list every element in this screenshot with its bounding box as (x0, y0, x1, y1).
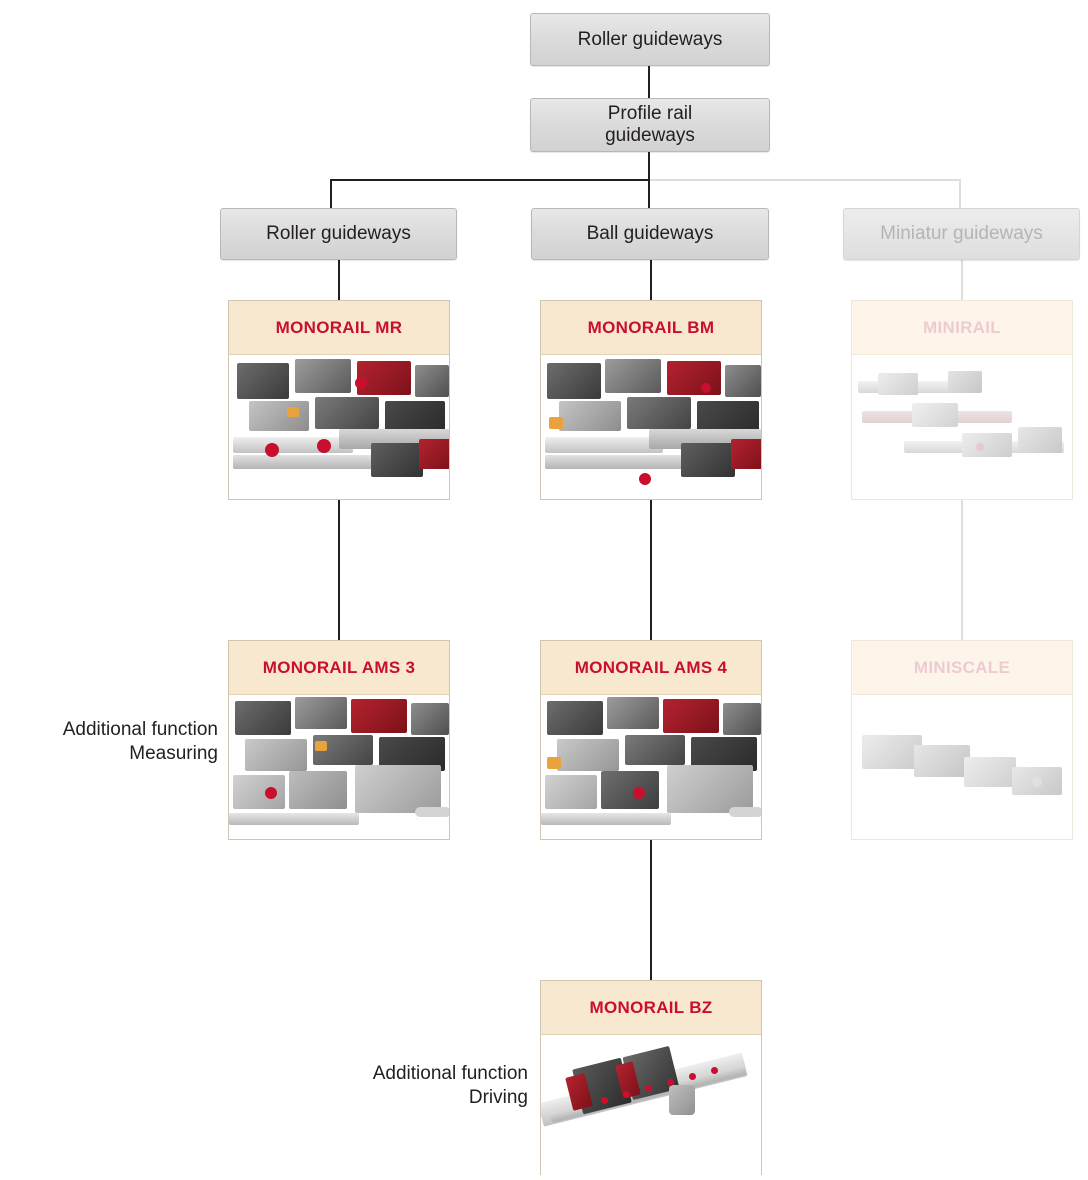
card-monorail-ams4-title: MONORAIL AMS 4 (541, 641, 761, 695)
node-branch-miniature-label: Miniatur guideways (880, 223, 1043, 245)
card-monorail-ams3-image (229, 695, 449, 829)
label-additional-function-driving (250, 1062, 528, 1111)
card-minirail-title: MINIRAIL (852, 301, 1072, 355)
connector-bm-to-ams4 (650, 500, 652, 640)
card-monorail-ams3-title: MONORAIL AMS 3 (229, 641, 449, 695)
card-miniscale[interactable] (851, 640, 1073, 840)
node-branch-roller-label: Roller guideways (266, 223, 411, 245)
card-minirail[interactable] (851, 300, 1073, 500)
connector-ams4-to-bz (650, 840, 652, 980)
card-monorail-ams3[interactable] (228, 640, 450, 840)
node-subroot-label-line1: Profile rail (607, 103, 693, 125)
node-root[interactable] (530, 13, 770, 66)
connector-bus-horizontal-faded (648, 179, 960, 181)
connector-bus-horizontal (330, 179, 650, 181)
label-measuring-line2: Measuring (129, 743, 218, 765)
card-miniscale-title: MINISCALE (852, 641, 1072, 695)
connector-miniature-to-minirail (961, 260, 963, 300)
node-branch-ball-label: Ball guideways (586, 223, 714, 245)
node-subroot[interactable] (530, 98, 770, 152)
connector-drop-ball (648, 179, 650, 208)
card-monorail-mr[interactable] (228, 300, 450, 500)
connector-drop-roller (330, 179, 332, 208)
connector-drop-miniature (959, 179, 961, 208)
connector-ball-to-bm (650, 260, 652, 300)
label-driving-line2: Driving (468, 1087, 528, 1109)
node-branch-miniature[interactable] (843, 208, 1080, 260)
node-branch-roller[interactable] (220, 208, 457, 260)
connector-minirail-to-miniscale (961, 500, 963, 640)
card-monorail-bz-image (541, 1035, 761, 1175)
connector-roller-to-mr (338, 260, 340, 300)
connector-mr-to-ams3 (338, 500, 340, 640)
label-driving-line1: Additional function (372, 1063, 528, 1084)
card-monorail-ams4-image (541, 695, 761, 829)
card-miniscale-image (852, 695, 1072, 829)
card-monorail-bz-title: MONORAIL BZ (541, 981, 761, 1035)
card-minirail-image (852, 355, 1072, 489)
card-monorail-mr-image (229, 355, 449, 489)
card-monorail-ams4[interactable] (540, 640, 762, 840)
connector-subroot-down (648, 152, 650, 180)
card-monorail-mr-title: MONORAIL MR (229, 301, 449, 355)
connector-root-to-subroot (648, 66, 650, 98)
label-measuring-line1: Additional function (62, 719, 218, 740)
node-root-label: Roller guideways (577, 28, 723, 50)
node-subroot-label-line2: guideways (605, 125, 695, 146)
card-monorail-bm-title: MONORAIL BM (541, 301, 761, 355)
card-monorail-bz[interactable] (540, 980, 762, 1175)
card-monorail-bm[interactable] (540, 300, 762, 500)
node-branch-ball[interactable] (531, 208, 769, 260)
card-monorail-bm-image (541, 355, 761, 489)
label-additional-function-measuring (0, 718, 218, 767)
